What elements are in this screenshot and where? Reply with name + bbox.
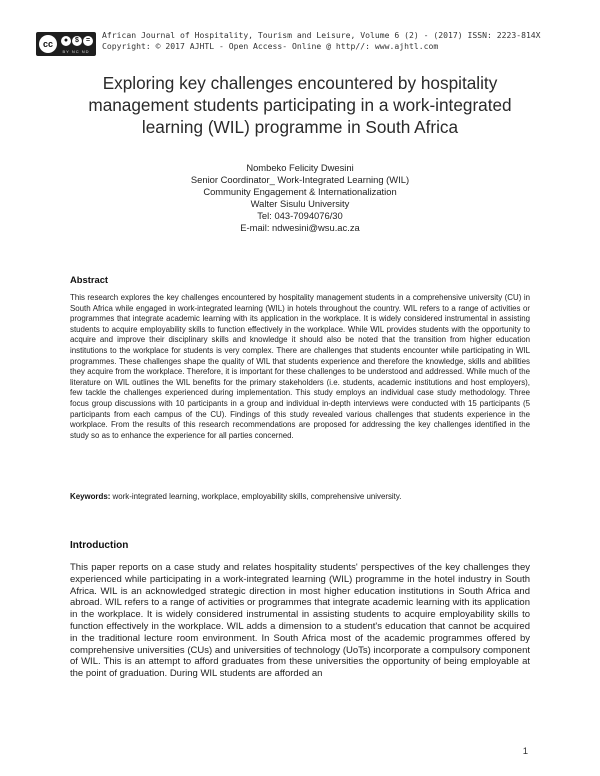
abstract-heading: Abstract [70, 274, 109, 285]
author-department: Community Engagement & Internationalization [203, 186, 397, 197]
journal-header [36, 30, 566, 64]
by-attribution-icon: ● [61, 36, 71, 46]
cc-logo-icon: cc [39, 35, 57, 53]
author-role: Senior Coordinator_ Work-Integrated Learning (WIL) [190, 174, 410, 185]
author-university: Walter Sisulu University [250, 198, 350, 209]
author-email: E-mail: ndwesini@wsu.ac.za [240, 222, 360, 233]
journal-info [102, 30, 572, 52]
creative-commons-license-badge [36, 32, 96, 56]
no-derivatives-icon: = [83, 36, 93, 46]
keywords-text: work-integrated learning, workplace, employability skills, comprehensive university. [112, 492, 402, 501]
author-block [100, 162, 500, 234]
page-number: 1 [522, 746, 528, 757]
introduction-heading: Introduction [70, 540, 129, 551]
journal-line: African Journal of Hospitality, Tourism and Leisure, Volume 6 (2) - (2017) ISSN: 2223-814X [102, 30, 541, 40]
keywords-label: Keywords: [70, 492, 111, 501]
paper-title: Exploring key challenges encountered by hospitality management students participating in a work-integrated learning (WIL) programme in South Africa [88, 73, 512, 137]
author-tel: Tel: 043-7094076/30 [257, 210, 343, 221]
keywords [70, 492, 530, 503]
non-commercial-icon: $ [72, 36, 82, 46]
copyright-line: Copyright: © 2017 AJHTL - Open Access- Online @ http//: www.ajhtl.com [102, 41, 439, 51]
cc-badge-caption: BY NC ND [62, 49, 90, 54]
author-name: Nombeko Felicity Dwesini [246, 162, 354, 173]
introduction-text: This paper reports on a case study and relates hospitality students' perspectives of the key challenges they experienced while participating in a work-integrated learning (WIL) programme in the hotel industry in South Africa. WIL is an acknowledged strategic direction in most higher education institutions in South Africa and abroad. WIL refers to a range of activities or programmes that integrate academic learning with its application in the workplace. It is widely considered instrumental in assisting students to acquire employability skills to function effectively in the workplace. WIL adds a dimension to a student's education that cannot be acquired in the traditional lecture room environment. In South Africa most of the academic programmes offered by comprehensive universities (CUs) and universities of technology (UoTs) incorporate a compulsory component of WIL. This is an attempt to afford graduates from these universities the opportunity of being employable at the point of graduation. During WIL students are afforded an [70, 562, 530, 680]
abstract-text: This research explores the key challenges encountered by hospitality management students in a comprehensive university (CU) in South Africa while engaged in work-integrated learning (WIL) in hotels throughout the country. WIL refers to a range of activities or programmes that integrate academic learning with its application in the workplace. It is widely considered instrumental in assisting students to acquire employability skills to function effectively in the workplace. While WIL provides students with the opportunity to acquire and improve their disciplinary skills and knowledge it should also be noted that the transition from higher education institutions to the workplace for students is very complex. There are challenges that students encounter while participating in WIL programmes. These challenges shape the quality of WIL that students experience and therefore the knowledge, skills and abilities they acquire from the workplace. Therefore, it is important for these challenges to be understood and addressed. While much of the literature on WIL outlines the WIL benefits for the primary stakeholders (i.e. students, academic institutions and host employers), few tackle the challenges experienced during implementation. This study employs an individual case study methodology. Three focus group discussions with 10 participants in a group and individual in-depth interviews were conducted with 15 participants (5 participants from each campus of the CU). Findings of this study revealed various challenges that students experience in the workplace. From the results of this research recommendations are proposed for addressing the key challenges identified in the study so as to enhance the experience for all parties concerned. [70, 293, 530, 440]
